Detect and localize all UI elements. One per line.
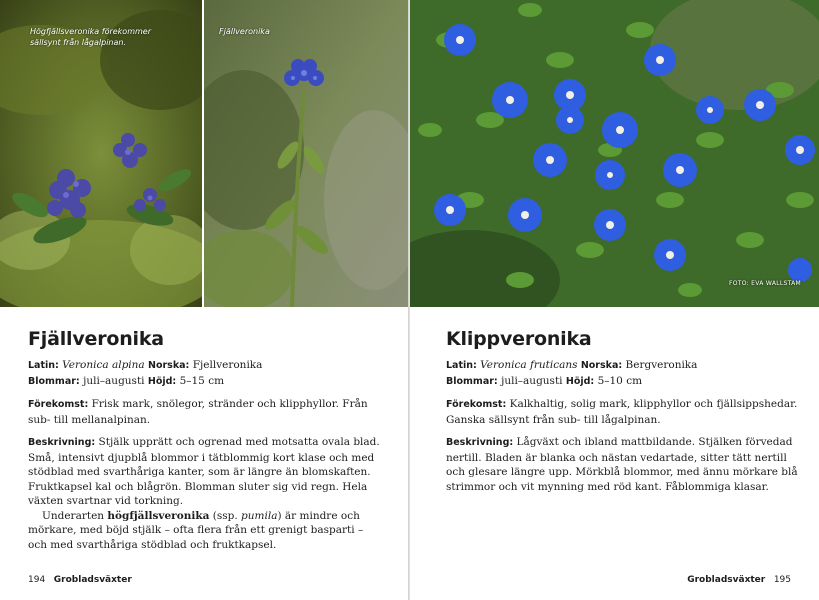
alpine-speedwell-single-stem-photo-icon [204, 0, 408, 307]
bloom-line [28, 374, 380, 390]
right-page [410, 0, 819, 600]
photo1-caption: Högfjällsveronika förekommer sällsynt från lågalpinan. [30, 27, 151, 47]
sub-ssp: pumila [241, 509, 278, 522]
beskrivning-paragraph [446, 435, 798, 494]
beskrivning-label: Beskrivning: [446, 437, 514, 448]
forekomst-text: Kalkhaltig, solig mark, klipphyllor och fjällsippshedar. Ganska sällsynt från sub- till lågalpinan. [446, 398, 798, 426]
species-title: Fjällveronika [28, 328, 164, 350]
right-text-column [446, 328, 798, 494]
sub-paren-open: (ssp. [212, 509, 238, 522]
right-footer [687, 575, 791, 585]
beskrivning-text: Lågväxt och ibland mattbildande. Stjälken förvedad nertill. Bladen är blanka och nästan vedartade, sitter tätt nertill och glesare längre upp. Mörkblå blommor, med ännu mörkare blå strimmor och vit mynning med röd kant. Fåblommiga klasar. [446, 436, 798, 493]
subspecies-paragraph [28, 509, 380, 553]
latin-name: Veronica alpina [62, 359, 145, 371]
sub-name: högfjällsveronika [107, 509, 210, 522]
page-number: 195 [773, 575, 791, 585]
norska-label: Norska: [580, 360, 623, 371]
section-name: Grobladsväxter [53, 575, 132, 585]
photo2-caption: Fjällveronika [219, 27, 270, 36]
latin-label: Latin: [28, 360, 59, 371]
beskrivning-paragraph [28, 435, 380, 509]
left-page [0, 0, 408, 600]
photo-credit: FOTO: EVA WALLSTAM [729, 280, 801, 287]
section-name: Grobladsväxter [687, 575, 766, 585]
forekomst-label: Förekomst: [446, 399, 507, 410]
page-number: 194 [28, 575, 46, 585]
hojd-label: Höjd: [565, 375, 595, 387]
norska-label: Norska: [148, 360, 190, 371]
forekomst-label: Förekomst: [28, 399, 89, 410]
left-text-column [28, 328, 380, 552]
rock-speedwell-blue-flowers-photo-icon [410, 0, 819, 307]
hojd-value: 5–15 cm [179, 374, 225, 387]
photo-rock-speedwell [410, 0, 819, 307]
latin-name: Veronica fruticans [480, 359, 578, 371]
latin-label: Latin: [446, 360, 477, 371]
norska-name: Fjellveronika [192, 359, 263, 371]
hojd-value: 5–10 cm [597, 374, 643, 387]
species-title: Klippveronika [446, 328, 592, 350]
hojd-label: Höjd: [147, 375, 177, 387]
blommar-value: juli–augusti [83, 374, 145, 387]
forekomst-paragraph [446, 397, 798, 427]
sub-rest: ) är mindre och mörkare, med böjd stjälk – ofta flera från ett grenigt basparti – och med svarthåriga stödblad och fruktkapsel. [28, 509, 364, 551]
beskrivning-label: Beskrivning: [28, 437, 96, 448]
blommar-label: Blommar: [28, 375, 80, 387]
forekomst-text: Frisk mark, snölegor, stränder och klipphyllor. Från sub- till mellanalpinan. [28, 398, 368, 426]
bloom-line [446, 374, 798, 390]
photo-alpine-speedwell-stem [204, 0, 408, 307]
names-line [446, 358, 798, 374]
norska-name: Bergveronika [625, 359, 698, 371]
beskrivning-text: Stjälk upprätt och ogrenad med motsatta ovala blad. Små, intensivt djupblå blommor i tätblommig kort klase och med stödblad med svarthåriga kanter, som är längre än blomskaften. Fruktkapsel kal och blågrön. Blomman sluter sig vid regn. Hela växten svartnar vid torkning. [28, 436, 380, 507]
sub-intro: Underarten [42, 509, 105, 522]
blommar-label: Blommar: [446, 375, 498, 387]
forekomst-paragraph [28, 397, 380, 427]
left-footer [28, 575, 132, 585]
names-line [28, 358, 380, 374]
photo-alpine-speedwell-cluster [0, 0, 202, 307]
blommar-value: juli–augusti [501, 374, 563, 387]
